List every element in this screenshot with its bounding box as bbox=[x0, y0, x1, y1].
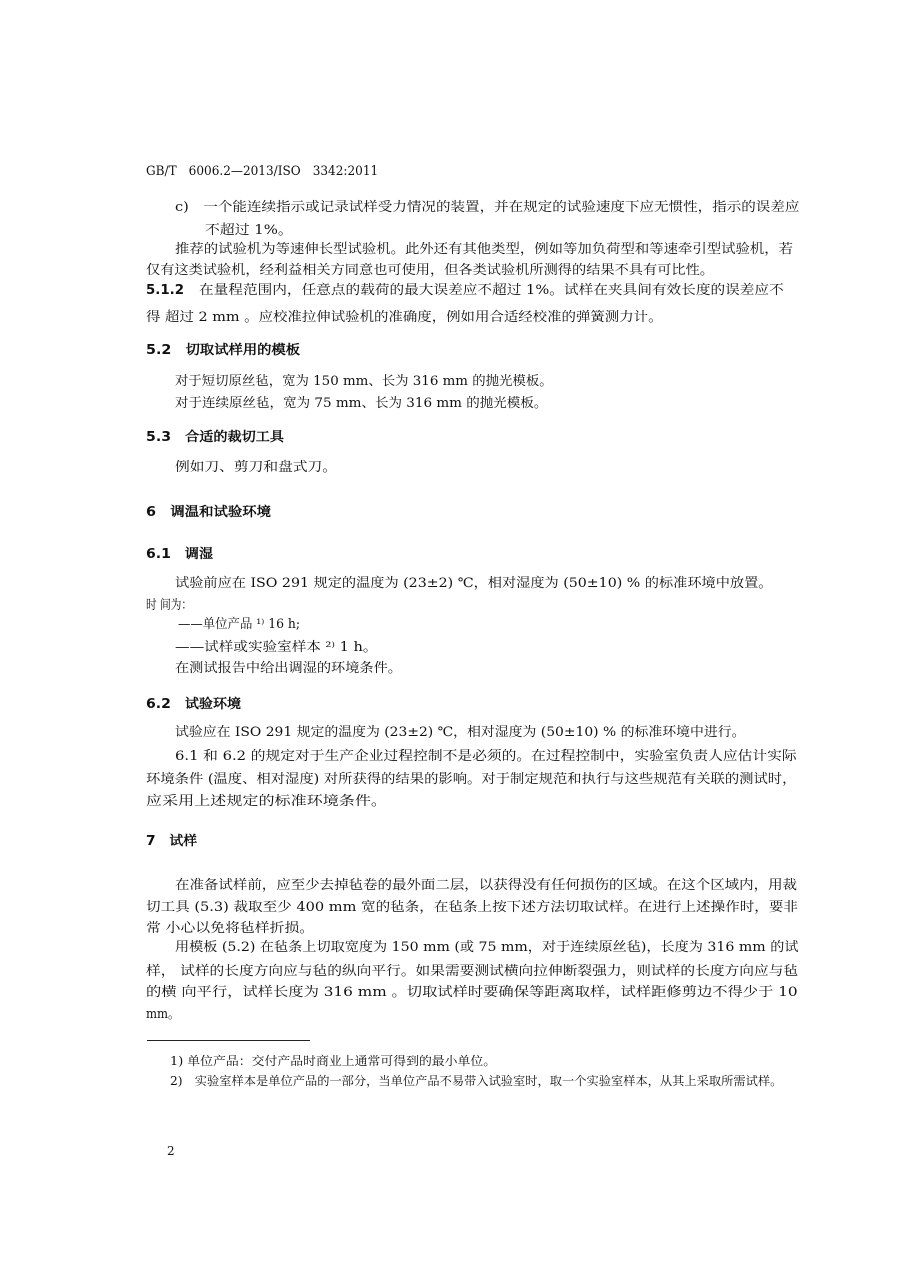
page-number: 2 bbox=[167, 1144, 175, 1158]
body-line: 在测试报告中给出调湿的环境条件。 bbox=[175, 661, 403, 676]
footnote-1: 1) 单位产品：交付产品时商业上通常可得到的最小单位。 bbox=[170, 1054, 497, 1068]
body-line: 例如刀、剪刀和盘式刀。 bbox=[175, 460, 338, 475]
section-heading-5-2: 5.2 切取试样用的模板 bbox=[146, 343, 301, 358]
body-line: 对于短切原丝毡，宽为 150 mm、长为 316 mm 的抛光模板。 bbox=[175, 374, 553, 389]
body-line: 得 超过 2 mm 。应校准拉伸试验机的准确度，例如用合适经校准的弹簧测力计。 bbox=[146, 310, 663, 325]
body-line: 试验应在 ISO 291 规定的温度为 (23±2) ℃，相对湿度为 (50±10) % 的标准环境中进行。 bbox=[175, 725, 746, 740]
body-line: 的横 向平行，试样长度为 316 mm 。切取试样时要确保等距离取样，试样距修剪边不得少于 10 bbox=[146, 985, 798, 1000]
footnote-separator bbox=[147, 1040, 310, 1041]
footnote-2: 2) 实验室样本是单位产品的一部分，当单位产品不易带入试验室时，取一个实验室样本，从其上采取所需试样。 bbox=[170, 1074, 783, 1088]
list-item-c: c) 一个能连续指示或记录试样受力情况的装置，并在规定的试验速度下应无惯性，指示的误差应 bbox=[175, 200, 800, 215]
body-line: 样， 试样的长度方向应与毡的纵向平行。如果需要测试横向拉伸断裂强力，则试样的长度方向应与毡 bbox=[146, 964, 799, 979]
body-line: 不超过 1%。 bbox=[205, 223, 293, 238]
section-heading-6-2: 6.2 试验环境 bbox=[146, 697, 242, 712]
body-line: 推荐的试验机为等速伸长型试验机。此外还有其他类型，例如等加负荷型和等速牵引型试验机，若 bbox=[175, 242, 793, 257]
body-line: 仅有这类试验机，经利益相关方同意也可使用，但各类试验机所测得的结果不具有可比性。 bbox=[146, 263, 715, 278]
section-heading-5-3: 5.3 合适的裁切工具 bbox=[146, 430, 285, 445]
chapter-heading-7: 7 试样 bbox=[146, 834, 198, 849]
body-line: 环境条件 (温度、相对湿度) 对所获得的结果的影响。对于制定规范和执行与这些规范有关联的测试时， bbox=[146, 772, 797, 787]
list-item-unit-product: ——单位产品 ¹⁾ 16 h; bbox=[178, 617, 301, 632]
body-line: 应采用上述规定的标准环境条件。 bbox=[146, 794, 388, 809]
body-line: 对于连续原丝毡，宽为 75 mm、长为 316 mm 的抛光模板。 bbox=[175, 396, 548, 411]
body-line: 用模板 (5.2) 在毡条上切取宽度为 150 mm (或 75 mm，对于连续原丝毡)，长度为 316 mm 的试 bbox=[175, 940, 799, 955]
section-number-5-1-2: 5.1.2 bbox=[146, 283, 185, 298]
body-line: 时 间为： bbox=[146, 598, 193, 613]
body-line: 切工具 (5.3) 裁取至少 400 mm 宽的毡条，在毡条上按下述方法切取试样。在进行上述操作时，要非 bbox=[146, 900, 798, 915]
chapter-heading-6: 6 调温和试验环境 bbox=[146, 505, 272, 520]
body-line: 在量程范围内，任意点的载荷的最大误差应不超过 1%。试样在夹具间有效长度的误差应不 bbox=[199, 283, 784, 298]
list-item-lab-sample: ——试样或实验室样本 ²⁾ 1 h。 bbox=[175, 640, 378, 655]
body-line: 在准备试样前，应至少去掉毡卷的最外面二层，以获得没有任何损伤的区域。在这个区域内，用裁 bbox=[175, 878, 798, 893]
body-line: 试验前应在 ISO 291 规定的温度为 (23±2) ℃，相对湿度为 (50±10) % 的标准环境中放置。 bbox=[175, 576, 773, 591]
body-line: mm。 bbox=[146, 1007, 180, 1022]
body-line: 常 小心以免将毡样折损。 bbox=[146, 921, 315, 936]
body-line: 6.1 和 6.2 的规定对于生产企业过程控制不是必须的。在过程控制中，实验室负责人应估计实际 bbox=[175, 749, 797, 764]
document-code: GB/T 6006.2—2013/ISO 3342:2011 bbox=[146, 164, 379, 179]
section-heading-6-1: 6.1 调湿 bbox=[146, 547, 214, 562]
